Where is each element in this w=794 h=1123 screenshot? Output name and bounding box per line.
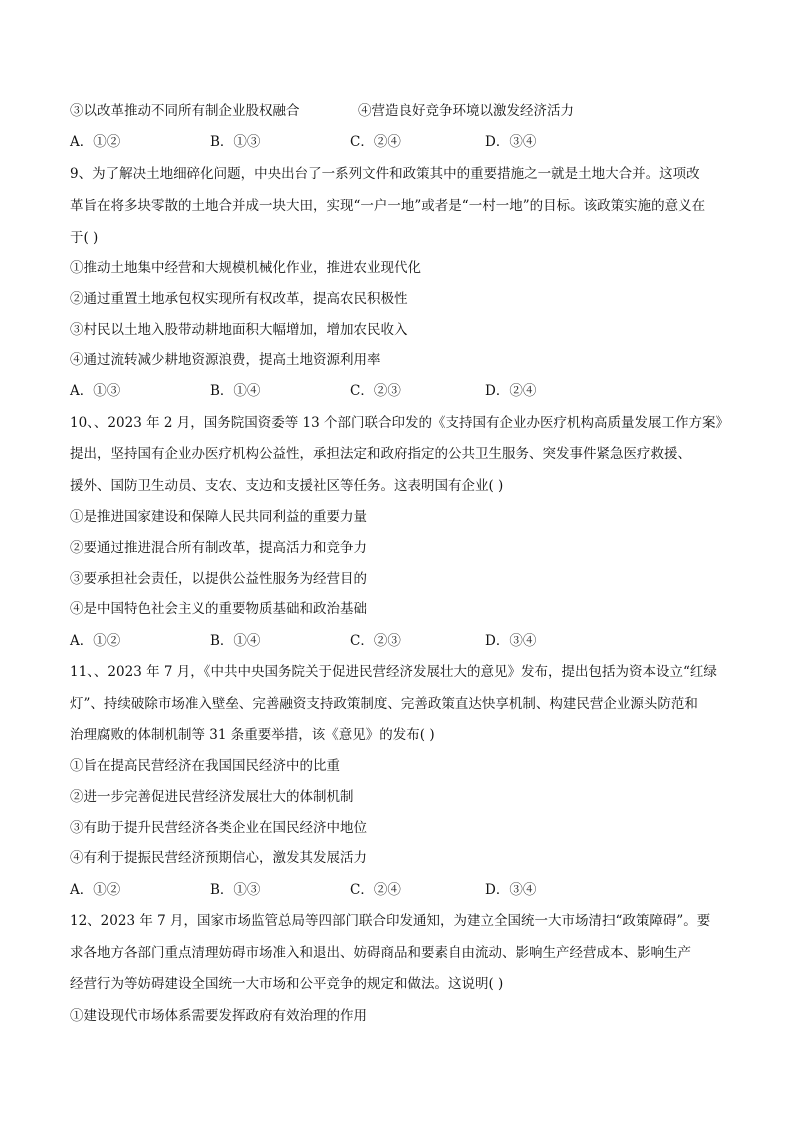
q10-item-1: ①是推进国家建设和保障人民共同利益的重要力量 — [70, 509, 367, 525]
q11-option-c: C．②④ — [350, 882, 401, 898]
q10-item-3: ③要承担社会责任，以提供公益性服务为经营目的 — [70, 571, 367, 587]
q12-stem-line-1: 12、2023 年 7 月，国家市场监管总局等四部门联合印发通知，为建立全国统一大市场清扫“政策障碍”。要 — [70, 913, 711, 929]
q10-option-c: C．②③ — [350, 633, 401, 649]
q10-stem-line-2: 提出，坚持国有企业办医疗机构公益性，承担法定和政府指定的公共卫生服务、突发事件紧急医疗救援、 — [70, 446, 691, 462]
q11-item-2: ②进一步完善促进民营经济发展壮大的体制机制 — [70, 789, 354, 805]
q9-options — [70, 381, 730, 401]
q8-option-a: A．①② — [70, 134, 121, 150]
q9-stem-line-3: 于( ) — [70, 230, 99, 246]
q8-options — [70, 132, 730, 152]
q10-item-4: ④是中国特色社会主义的重要物质基础和政治基础 — [70, 601, 367, 617]
q11-stem-line-3: 治理腐败的体制机制等 31 条重要举措，该《意见》的发布( ) — [70, 727, 435, 743]
q9-option-d: D．②④ — [485, 383, 537, 399]
q10-stem-line-3: 援外、国防卫生动员、支农、支边和支援社区等任务。这表明国有企业( ) — [70, 478, 504, 494]
q9-stem-line-2: 革旨在将多块零散的土地合并成一块大田，实现“一户一地”或者是“一村一地”的目标。该政策实施的意义在 — [70, 198, 706, 214]
q11-stem-line-2: 灯”、持续破除市场准入壁垒、完善融资支持政策制度、完善政策直达快享机制、构建民营企业源头防范和 — [70, 696, 698, 712]
q10-options — [70, 631, 730, 651]
q9-item-2: ②通过重置土地承包权实现所有权改革，提高农民积极性 — [70, 291, 408, 307]
q10-option-b: B．①④ — [210, 633, 261, 649]
q8-option-c: C．②④ — [350, 134, 401, 150]
q8-item-3: ③以改革推动不同所有制企业股权融合 — [70, 103, 300, 119]
q9-item-1: ①推动土地集中经营和大规模机械化作业，推进农业现代化 — [70, 260, 421, 276]
q8-option-d: D．③④ — [485, 134, 537, 150]
q12-stem-line-2: 求各地方各部门重点清理妨碍市场准入和退出、妨碍商品和要素自由流动、影响生产经营成本、影响生产 — [70, 945, 691, 961]
q9-item-3: ③村民以土地入股带动耕地面积大幅增加，增加农民收入 — [70, 322, 408, 338]
q9-option-a: A．①③ — [70, 383, 121, 399]
q9-stem-line-1: 9、为了解决土地细碎化问题，中央出台了一系列文件和政策其中的重要措施之一就是土地大合并。这项改 — [70, 166, 700, 182]
q11-option-b: B．①③ — [210, 882, 261, 898]
q8-option-b: B．①③ — [210, 134, 261, 150]
q10-stem-line-1: 10、、2023 年 2 月，国务院国资委等 13 个部门联合印发的《支持国有企业办医疗机构高质量发展工作方案》 — [70, 415, 730, 431]
q9-item-4: ④通过流转减少耕地资源浪费，提高土地资源利用率 — [70, 352, 381, 368]
q8-items-row — [70, 101, 574, 121]
q12-item-1: ①建设现代市场体系需要发挥政府有效治理的作用 — [70, 1008, 367, 1024]
q11-option-a: A．①② — [70, 882, 121, 898]
q11-item-1: ①旨在提高民营经济在我国国民经济中的比重 — [70, 758, 340, 774]
q11-stem-line-1: 11、、2023 年 7 月，《中共中央国务院关于促进民营经济发展壮大的意见》发布，提出包括为资本设立“红绿 — [70, 664, 717, 680]
q11-item-4: ④有利于提振民营经济预期信心，激发其发展活力 — [70, 850, 367, 866]
q11-item-3: ③有助于提升民营经济各类企业在国民经济中地位 — [70, 820, 367, 836]
q12-stem-line-3: 经营行为等妨碍建设全国统一大市场和公平竞争的规定和做法。这说明( ) — [70, 976, 504, 992]
q10-item-2: ②要通过推进混合所有制改革，提高活力和竞争力 — [70, 540, 367, 556]
q11-options — [70, 880, 730, 900]
q10-option-d: D．③④ — [485, 633, 537, 649]
q11-option-d: D．③④ — [485, 882, 537, 898]
q9-option-b: B．①④ — [210, 383, 261, 399]
q10-option-a: A．①② — [70, 633, 121, 649]
q8-item-4: ④营造良好竞争环境以激发经济活力 — [358, 103, 574, 119]
q9-option-c: C．②③ — [350, 383, 401, 399]
